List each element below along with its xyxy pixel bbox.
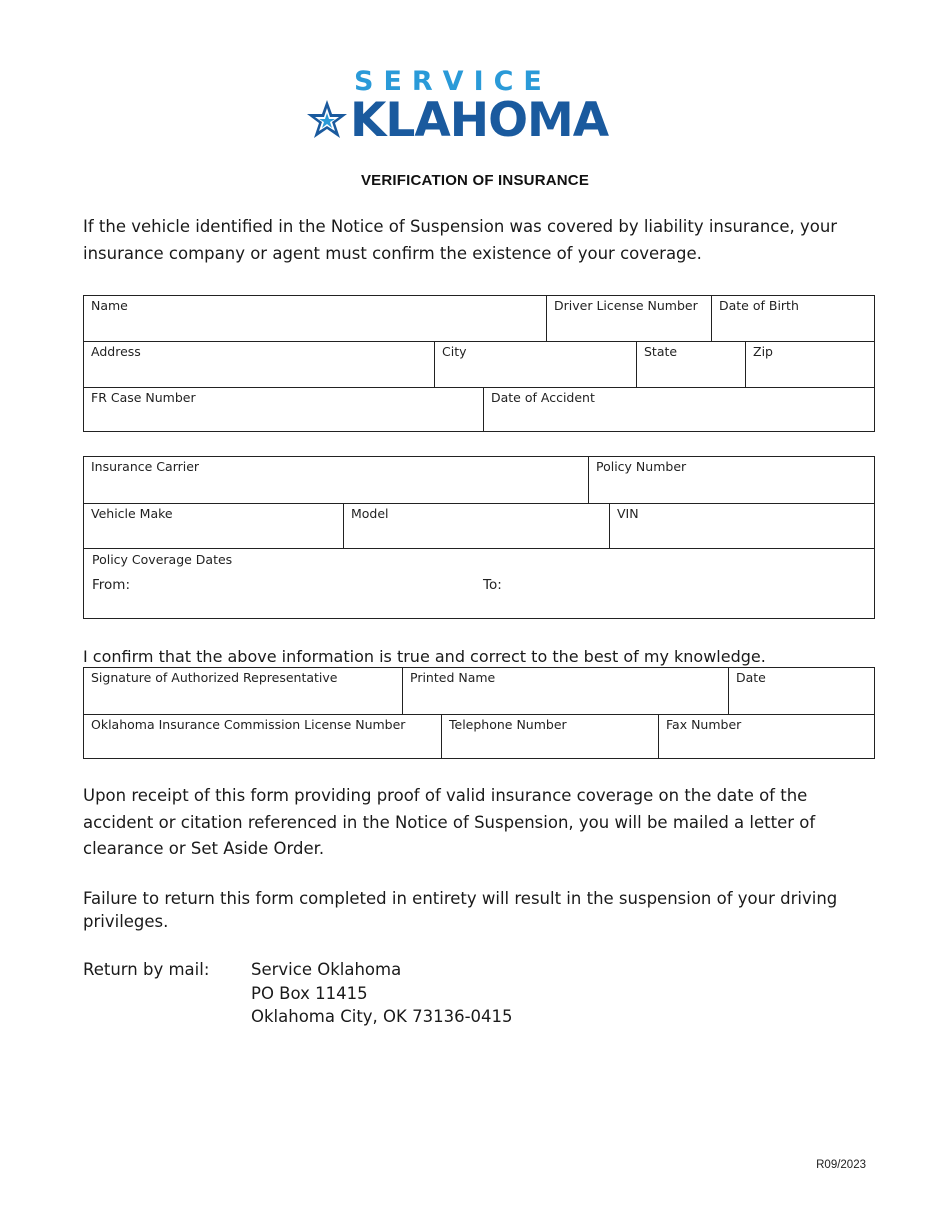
state-label: State — [644, 344, 678, 359]
star-emblem-icon — [304, 99, 350, 145]
page-title: VERIFICATION OF INSURANCE — [360, 172, 590, 189]
address-label: Address — [91, 344, 141, 359]
name-field[interactable] — [84, 296, 546, 341]
insurance-carrier-label: Insurance Carrier — [91, 459, 200, 474]
revision-code: R09/2023 — [816, 1159, 866, 1171]
model-label: Model — [351, 506, 389, 521]
address-line-3: Oklahoma City, OK 73136-0415 — [251, 1007, 513, 1026]
printed-name-field[interactable] — [402, 668, 728, 714]
dob-field[interactable] — [711, 296, 874, 341]
failure-paragraph: Failure to return this form completed in entirety will result in the suspension of your driving privileges. — [83, 889, 838, 931]
logo-oklahoma-text: KLAHOMA — [350, 93, 609, 148]
fr-case-field[interactable] — [84, 388, 483, 431]
city-field[interactable] — [434, 342, 636, 387]
intro-paragraph: If the vehicle identified in the Notice of Suspension was covered by liability insurance, your insurance company or agent must confirm the existence of your coverage. — [83, 217, 838, 263]
policy-number-field[interactable] — [588, 457, 874, 503]
return-label: Return by mail: — [83, 960, 210, 979]
city-label: City — [442, 344, 467, 359]
policy-number-label: Policy Number — [596, 459, 687, 474]
personal-info-form — [83, 295, 875, 432]
telephone-label: Telephone Number — [449, 717, 567, 732]
vehicle-make-field[interactable] — [84, 504, 343, 548]
fax-field[interactable] — [658, 715, 874, 758]
confirmation-statement: I confirm that the above information is true and correct to the best of my knowledge. — [83, 647, 766, 666]
license-number-field[interactable] — [84, 715, 441, 758]
address-line-1: Service Oklahoma — [251, 960, 402, 979]
zip-label: Zip — [753, 344, 773, 359]
address-field[interactable] — [84, 342, 434, 387]
insurance-carrier-field[interactable] — [84, 457, 588, 503]
insurance-info-form — [83, 456, 875, 619]
fax-label: Fax Number — [666, 717, 742, 732]
driver-license-label: Driver License Number — [554, 298, 698, 313]
date-label: Date — [736, 670, 766, 685]
signature-field[interactable] — [84, 668, 402, 714]
state-field[interactable] — [636, 342, 745, 387]
coverage-dates-field[interactable] — [84, 549, 874, 620]
fr-case-label: FR Case Number — [91, 390, 196, 405]
date-field[interactable] — [728, 668, 874, 714]
representative-form — [83, 667, 875, 759]
signature-label: Signature of Authorized Representative — [91, 670, 338, 685]
return-address — [251, 958, 513, 1029]
date-of-accident-field[interactable] — [483, 388, 874, 431]
dob-label: Date of Birth — [719, 298, 799, 313]
vehicle-make-label: Vehicle Make — [91, 506, 173, 521]
logo-service-text: SERVICE — [354, 66, 552, 97]
telephone-field[interactable] — [441, 715, 658, 758]
model-field[interactable] — [343, 504, 609, 548]
printed-name-label: Printed Name — [410, 670, 496, 685]
driver-license-field[interactable] — [546, 296, 711, 341]
coverage-dates-label: Policy Coverage Dates — [92, 552, 233, 567]
zip-field[interactable] — [745, 342, 874, 387]
coverage-to-label: To: — [483, 577, 502, 593]
coverage-from-label: From: — [92, 577, 130, 593]
vin-field[interactable] — [609, 504, 874, 548]
license-number-label: Oklahoma Insurance Commission License Number — [91, 717, 406, 732]
service-oklahoma-logo — [304, 66, 616, 154]
address-line-2: PO Box 11415 — [251, 983, 368, 1003]
receipt-paragraph: Upon receipt of this form providing proof of valid insurance coverage on the date of the accident or citation referenced in the Notice of Suspension, you will be mailed a letter of clearance or Set Aside Order. — [83, 786, 816, 858]
vin-label: VIN — [617, 506, 639, 521]
name-label: Name — [91, 298, 128, 313]
date-of-accident-label: Date of Accident — [491, 390, 595, 405]
